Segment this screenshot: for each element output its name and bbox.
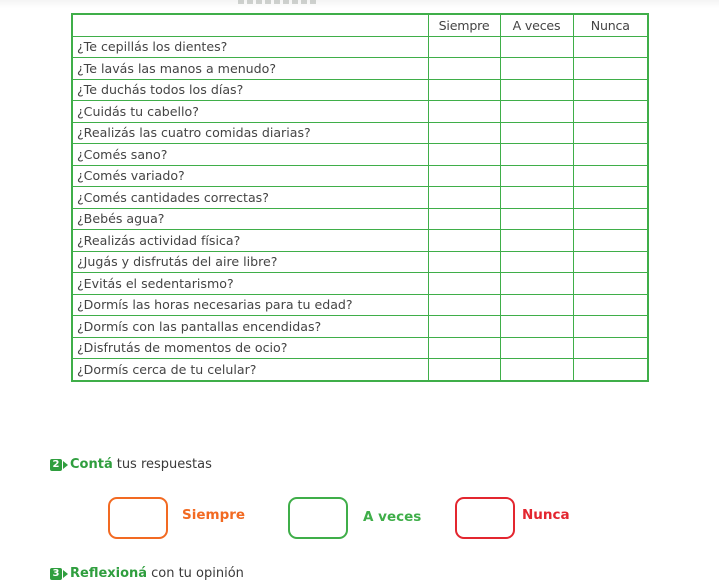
- tally-box-nunca[interactable]: [455, 497, 515, 539]
- table-row: [72, 144, 648, 166]
- answer-cell-a-veces[interactable]: [500, 165, 573, 187]
- table-row: [72, 101, 648, 123]
- question-cell: ¿Comés variado?: [72, 165, 428, 187]
- answer-cell-nunca[interactable]: [573, 316, 648, 338]
- table-row: [72, 230, 648, 252]
- answer-cell-siempre[interactable]: [428, 230, 500, 252]
- section-3-title-rest: con tu opinión: [151, 566, 244, 581]
- answer-cell-siempre[interactable]: [428, 101, 500, 123]
- question-cell: ¿Evitás el sedentarismo?: [72, 273, 428, 295]
- table-header-row: [72, 14, 648, 36]
- question-cell: ¿Cuidás tu cabello?: [72, 101, 428, 123]
- section-2-heading: [50, 457, 212, 472]
- table-row: [72, 187, 648, 209]
- answer-cell-siempre[interactable]: [428, 79, 500, 101]
- answer-cell-nunca[interactable]: [573, 359, 648, 381]
- answer-cell-nunca[interactable]: [573, 58, 648, 80]
- answer-cell-siempre[interactable]: [428, 251, 500, 273]
- answer-cell-nunca[interactable]: [573, 337, 648, 359]
- answer-cell-a-veces[interactable]: [500, 294, 573, 316]
- answer-cell-siempre[interactable]: [428, 122, 500, 144]
- section-number-badge: 2: [50, 459, 62, 471]
- answer-cell-a-veces[interactable]: [500, 316, 573, 338]
- question-cell: ¿Jugás y disfrutás del aire libre?: [72, 251, 428, 273]
- tally-label-siempre: Siempre: [182, 507, 246, 523]
- answer-cell-a-veces[interactable]: [500, 58, 573, 80]
- answer-cell-siempre[interactable]: [428, 208, 500, 230]
- question-cell: ¿Comés cantidades correctas?: [72, 187, 428, 209]
- tally-label-nunca: Nunca: [522, 507, 570, 523]
- question-cell: ¿Disfrutás de momentos de ocio?: [72, 337, 428, 359]
- answer-cell-siempre[interactable]: [428, 187, 500, 209]
- answer-cell-a-veces[interactable]: [500, 273, 573, 295]
- answer-cell-nunca[interactable]: [573, 294, 648, 316]
- answer-cell-siempre[interactable]: [428, 294, 500, 316]
- question-cell: ¿Dormís las horas necesarias para tu edad?: [72, 294, 428, 316]
- answer-cell-siempre[interactable]: [428, 337, 500, 359]
- answer-cell-nunca[interactable]: [573, 101, 648, 123]
- cropped-heading-fragment: [238, 0, 318, 4]
- section-number-badge-3: 3: [50, 568, 62, 580]
- table-row: [72, 273, 648, 295]
- answer-cell-a-veces[interactable]: [500, 101, 573, 123]
- answer-cell-nunca[interactable]: [573, 230, 648, 252]
- question-cell: ¿Dormís con las pantallas encendidas?: [72, 316, 428, 338]
- habits-questionnaire-table: [71, 13, 649, 382]
- answer-cell-siempre[interactable]: [428, 144, 500, 166]
- cropped-top-edge: [0, 0, 719, 8]
- table-row: [72, 337, 648, 359]
- answer-cell-siempre[interactable]: [428, 359, 500, 381]
- answer-cell-a-veces[interactable]: [500, 144, 573, 166]
- section-3-title-strong: Reflexioná: [70, 566, 148, 581]
- question-cell: ¿Te cepillás los dientes?: [72, 36, 428, 58]
- answer-cell-siempre[interactable]: [428, 36, 500, 58]
- answer-cell-a-veces[interactable]: [500, 122, 573, 144]
- answer-cell-nunca[interactable]: [573, 36, 648, 58]
- question-cell: ¿Realizás las cuatro comidas diarias?: [72, 122, 428, 144]
- section-2-title-strong: Contá: [70, 457, 113, 472]
- question-cell: ¿Bebés agua?: [72, 208, 428, 230]
- table-row: [72, 36, 648, 58]
- table-row: [72, 251, 648, 273]
- tally-box-a-veces[interactable]: [288, 497, 348, 539]
- answer-cell-nunca[interactable]: [573, 122, 648, 144]
- answer-cell-siempre[interactable]: [428, 58, 500, 80]
- table-row: [72, 122, 648, 144]
- question-cell: ¿Dormís cerca de tu celular?: [72, 359, 428, 381]
- answer-cell-nunca[interactable]: [573, 208, 648, 230]
- header-a-veces: A veces: [500, 14, 573, 36]
- answer-cell-a-veces[interactable]: [500, 79, 573, 101]
- question-cell: ¿Comés sano?: [72, 144, 428, 166]
- section-2-title-rest: tus respuestas: [116, 457, 212, 472]
- answer-cell-a-veces[interactable]: [500, 337, 573, 359]
- answer-cell-a-veces[interactable]: [500, 251, 573, 273]
- answer-cell-nunca[interactable]: [573, 187, 648, 209]
- table-row: [72, 359, 648, 381]
- question-cell: ¿Te lavás las manos a menudo?: [72, 58, 428, 80]
- answer-cell-a-veces[interactable]: [500, 359, 573, 381]
- question-cell: ¿Realizás actividad física?: [72, 230, 428, 252]
- tally-label-a-veces: A veces: [363, 509, 422, 525]
- table-row: [72, 79, 648, 101]
- header-question: [72, 14, 428, 36]
- header-nunca: Nunca: [573, 14, 648, 36]
- tally-box-siempre[interactable]: [108, 497, 168, 539]
- answer-cell-nunca[interactable]: [573, 165, 648, 187]
- table-row: [72, 316, 648, 338]
- question-cell: ¿Te duchás todos los días?: [72, 79, 428, 101]
- answer-cell-nunca[interactable]: [573, 144, 648, 166]
- answer-cell-a-veces[interactable]: [500, 230, 573, 252]
- answer-cell-a-veces[interactable]: [500, 208, 573, 230]
- answer-cell-nunca[interactable]: [573, 251, 648, 273]
- answer-cell-a-veces[interactable]: [500, 36, 573, 58]
- answer-cell-siempre[interactable]: [428, 165, 500, 187]
- table-row: [72, 208, 648, 230]
- answer-cell-nunca[interactable]: [573, 79, 648, 101]
- header-siempre: Siempre: [428, 14, 500, 36]
- table-row: [72, 58, 648, 80]
- answer-cell-nunca[interactable]: [573, 273, 648, 295]
- table-row: [72, 165, 648, 187]
- answer-cell-a-veces[interactable]: [500, 187, 573, 209]
- table-row: [72, 294, 648, 316]
- answer-cell-siempre[interactable]: [428, 273, 500, 295]
- chevron-right-icon: [63, 461, 68, 469]
- answer-cell-siempre[interactable]: [428, 316, 500, 338]
